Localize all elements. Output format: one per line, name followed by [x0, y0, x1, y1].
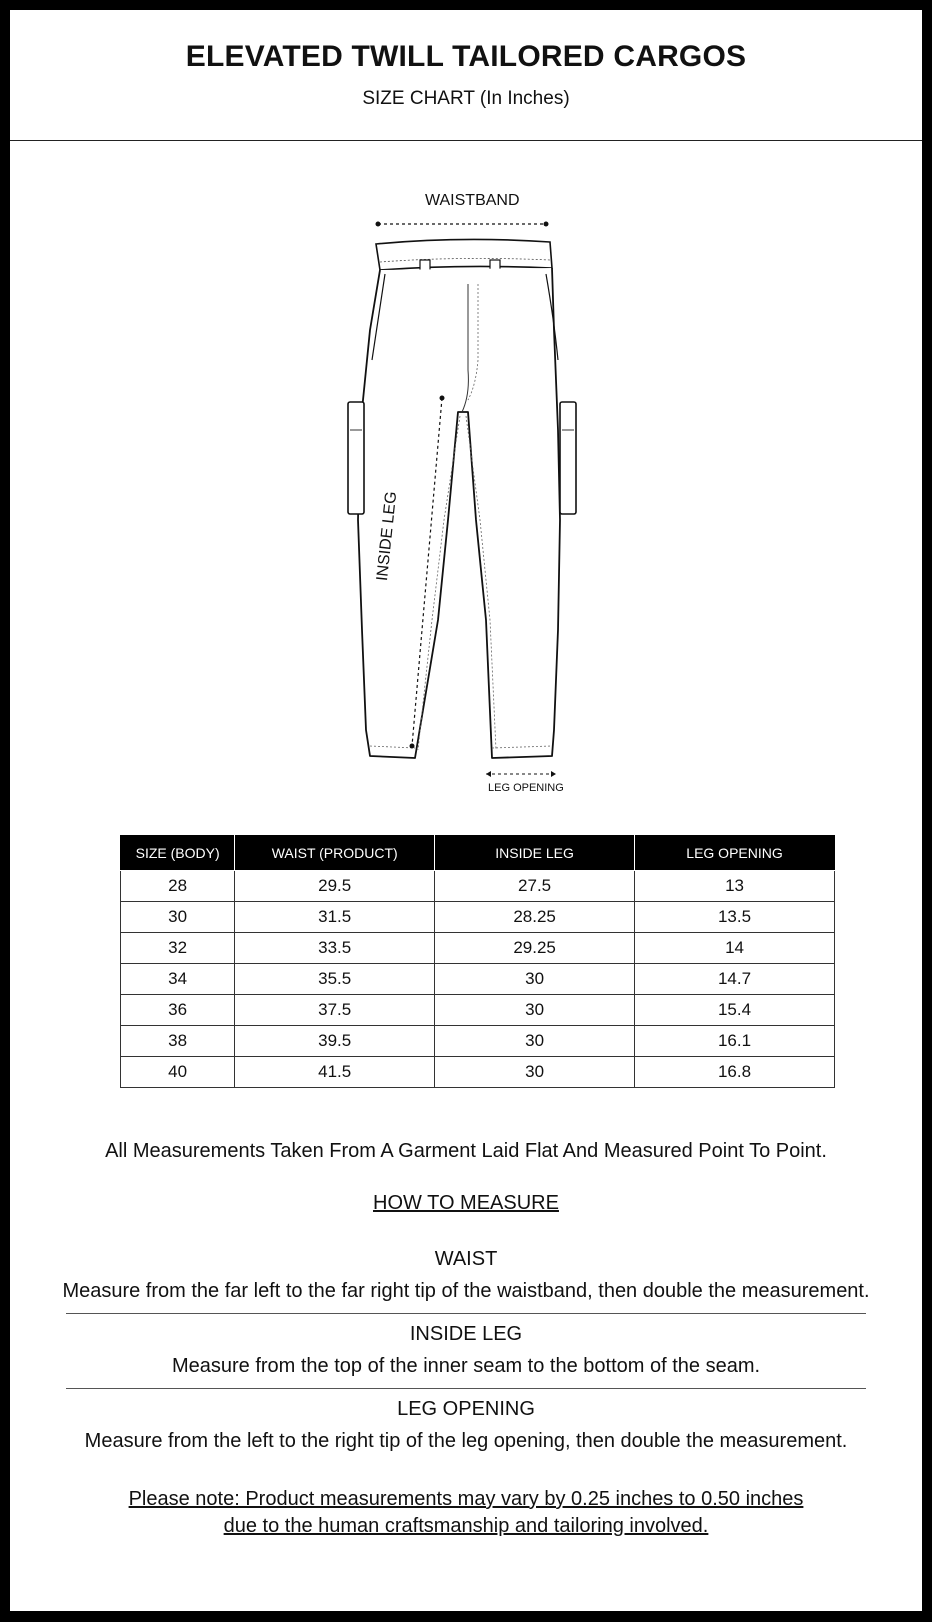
- col-header-leg-opening: LEG OPENING: [635, 836, 835, 871]
- leg-opening-heading: LEG OPENING: [397, 1398, 535, 1420]
- waistband-label: WAISTBAND: [425, 192, 520, 209]
- size-chart-page: [10, 10, 922, 1611]
- col-header-inside-leg: INSIDE LEG: [435, 836, 635, 871]
- cell-inside-leg: 30: [435, 1057, 635, 1088]
- cell-inside-leg: 28.25: [435, 902, 635, 933]
- cell-size: 40: [121, 1057, 235, 1088]
- col-header-waist: WAIST (PRODUCT): [235, 836, 435, 871]
- cargo-pocket-left: [348, 402, 364, 514]
- cell-leg-opening: 16.8: [635, 1057, 835, 1088]
- cell-size: 32: [121, 933, 235, 964]
- col-header-size: SIZE (BODY): [121, 836, 235, 871]
- cargo-pants-diagram: [340, 190, 600, 810]
- divider: [66, 1313, 866, 1314]
- leg-opening-instruction: Measure from the left to the right tip of the leg opening, then double the measurement.: [84, 1430, 848, 1452]
- header: [10, 10, 922, 141]
- page-subtitle: SIZE CHART (In Inches): [362, 88, 570, 109]
- cell-inside-leg: 29.25: [435, 933, 635, 964]
- table-row: [121, 1057, 835, 1088]
- please-note-line-1: Please note: Product measurements may vary by 0.25 inches to 0.50 inches: [128, 1488, 804, 1510]
- cell-leg-opening: 13.5: [635, 902, 835, 933]
- cell-waist: 31.5: [235, 902, 435, 933]
- size-table: [120, 835, 835, 1088]
- table-row: [121, 1026, 835, 1057]
- cell-size: 34: [121, 964, 235, 995]
- divider: [66, 1388, 866, 1389]
- how-to-measure-heading: HOW TO MEASURE: [373, 1192, 559, 1214]
- cell-waist: 37.5: [235, 995, 435, 1026]
- cell-waist: 39.5: [235, 1026, 435, 1057]
- cell-leg-opening: 15.4: [635, 995, 835, 1026]
- cell-inside-leg: 30: [435, 995, 635, 1026]
- waistband-shape: [376, 239, 552, 270]
- cell-leg-opening: 14.7: [635, 964, 835, 995]
- waist-heading: WAIST: [434, 1248, 498, 1270]
- inside-leg-heading: INSIDE LEG: [409, 1323, 523, 1345]
- cell-leg-opening: 13: [635, 871, 835, 902]
- inside-leg-instruction: Measure from the top of the inner seam to the bottom of the seam.: [171, 1355, 761, 1377]
- cell-inside-leg: 30: [435, 964, 635, 995]
- table-row: [121, 964, 835, 995]
- cell-size: 36: [121, 995, 235, 1026]
- inside-leg-label: INSIDE LEG: [374, 490, 401, 582]
- cell-waist: 29.5: [235, 871, 435, 902]
- pants-illustration: [340, 190, 600, 810]
- cell-waist: 33.5: [235, 933, 435, 964]
- waistband-dot-right: [544, 222, 549, 227]
- cargo-pocket-right: [560, 402, 576, 514]
- table-row: [121, 995, 835, 1026]
- cell-leg-opening: 14: [635, 933, 835, 964]
- cell-waist: 35.5: [235, 964, 435, 995]
- cell-size: 30: [121, 902, 235, 933]
- page-title: ELEVATED TWILL TAILORED CARGOS: [185, 40, 747, 73]
- flat-measurement-note: All Measurements Taken From A Garment Laid Flat And Measured Point To Point.: [105, 1140, 827, 1162]
- cell-size: 38: [121, 1026, 235, 1057]
- cell-inside-leg: 27.5: [435, 871, 635, 902]
- cell-waist: 41.5: [235, 1057, 435, 1088]
- cell-size: 28: [121, 871, 235, 902]
- please-note-line-2: due to the human craftsmanship and tailoring involved.: [223, 1515, 709, 1537]
- leg-opening-label: LEG OPENING: [488, 782, 564, 794]
- waist-instruction: Measure from the far left to the far right tip of the waistband, then double the measurement.: [62, 1280, 870, 1302]
- table-row: [121, 871, 835, 902]
- cell-inside-leg: 30: [435, 1026, 635, 1057]
- table-row: [121, 933, 835, 964]
- table-row: [121, 902, 835, 933]
- waistband-dot-left: [376, 222, 381, 227]
- cell-leg-opening: 16.1: [635, 1026, 835, 1057]
- table-header-row: [121, 836, 835, 871]
